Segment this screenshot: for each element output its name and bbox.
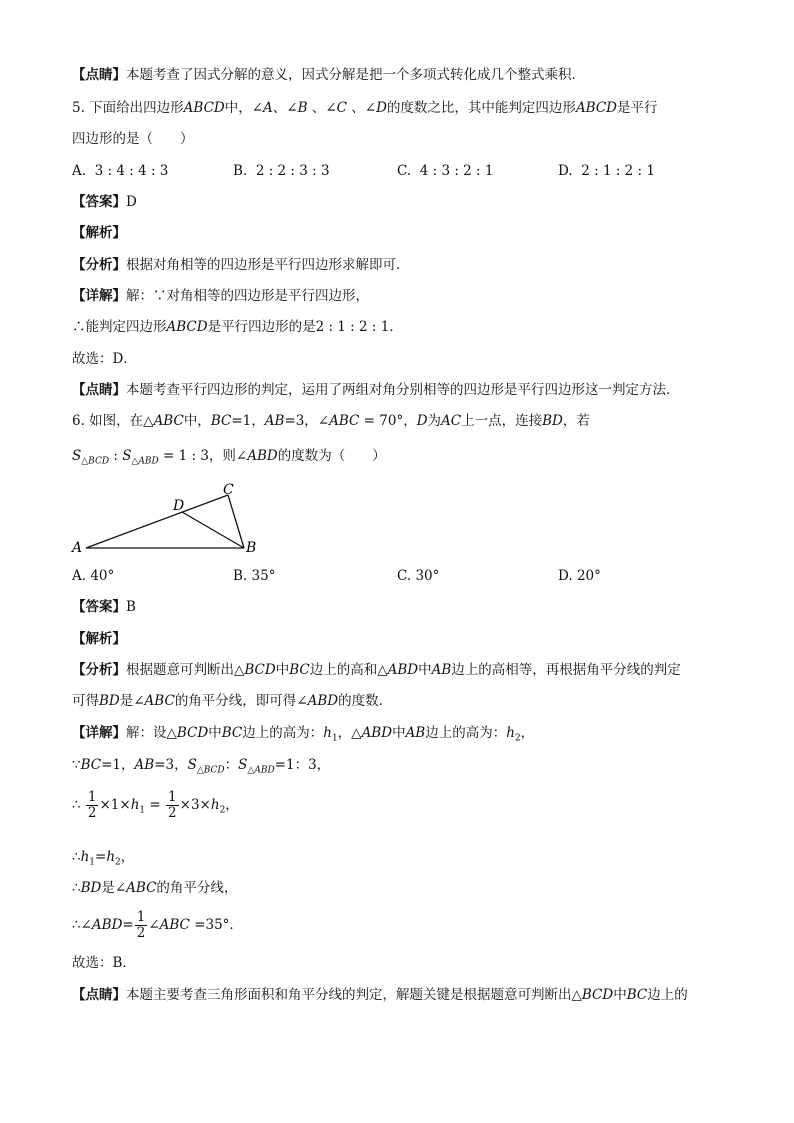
- ratio-colon: :: [109, 448, 123, 464]
- triangle-abd: ABD: [387, 662, 419, 678]
- q6-stem-text: =1，: [231, 413, 265, 429]
- q6-stem-text: 为: [427, 413, 442, 429]
- detail-text: 解：∵对角相等的四边形是平行四边形，: [126, 288, 369, 304]
- equation-text: ，: [225, 796, 239, 813]
- equation-text: ，: [120, 849, 135, 865]
- angle-abd: ∠ABD: [296, 693, 339, 709]
- q4-comment-line: [72, 66, 585, 84]
- equation-text: ×1×: [99, 796, 131, 813]
- option-label: A.: [72, 163, 87, 179]
- detail-text: 中: [208, 725, 222, 741]
- q6-stem-line1: [72, 412, 590, 430]
- triangle-abd: ABD: [361, 725, 393, 741]
- segment-bc: BC: [80, 757, 102, 773]
- q5-comment-line: [72, 381, 680, 399]
- quad-name: ABCD: [183, 100, 225, 116]
- bisector-text: 的角平分线，: [156, 880, 238, 896]
- analyze-text: 的度数．: [338, 693, 393, 709]
- fraction-half: [166, 790, 179, 821]
- q6-analyze-line2: [72, 692, 392, 710]
- analyze-text: 边上的高和△: [309, 662, 388, 678]
- q5-analyze-line: [72, 256, 410, 274]
- point-d: D: [416, 413, 428, 429]
- analyze-text: 根据对角相等的四边形是平行四边形求解即可．: [126, 257, 410, 273]
- analyze-tag: 【分析】: [72, 257, 126, 273]
- q6-analysis-tag: 【解析】: [72, 631, 126, 647]
- detail-text: 中: [392, 725, 406, 741]
- q5-analysis-tag: 【解析】: [72, 225, 126, 241]
- height-h2: h: [506, 725, 515, 741]
- segment-bd: BD: [99, 693, 120, 709]
- fraction-denominator: 2: [136, 924, 146, 941]
- option-value: 3 : 4 : 4 : 3: [94, 163, 169, 179]
- q6-choose-line: 故选：B．: [72, 955, 136, 971]
- option-value: 20°: [576, 568, 601, 584]
- option-value: 4 : 3 : 2 : 1: [419, 163, 494, 179]
- q5-stem-text: 的度数之比，其中能判定四边形: [386, 100, 576, 116]
- given-text: =1，: [101, 757, 135, 773]
- segment-bd: BD: [542, 413, 563, 429]
- triangle-bcd: BCD: [581, 987, 614, 1003]
- analyze-text: 可得: [72, 693, 99, 709]
- q5-stem-line1: [72, 99, 658, 117]
- analyze-text: 边上的高相等，再根据角平分线的判定: [451, 662, 681, 678]
- segment-ab: AB: [264, 413, 285, 429]
- q6-stem-text: 上一点，连接: [461, 413, 543, 429]
- triangle-name: ABC: [153, 413, 184, 429]
- given-text: =1：3，: [274, 757, 331, 773]
- area-symbol: S: [122, 448, 132, 464]
- q6-stem-text: ，: [403, 413, 417, 429]
- q6-bisector-line: [72, 879, 237, 897]
- q5-choose-line: 故选：D．: [72, 351, 137, 367]
- segment-bd: BD: [80, 880, 102, 896]
- q6-answer-line: [72, 598, 136, 616]
- therefore-symbol: ∴: [72, 916, 81, 933]
- q6-equation-line: [72, 790, 239, 821]
- analyze-tag: 【分析】: [72, 662, 126, 678]
- q5-option-b: [233, 162, 330, 180]
- option-value: 2 : 1 : 2 : 1: [581, 163, 655, 179]
- given-text: =3，: [154, 757, 188, 773]
- subscript: 1: [89, 857, 96, 868]
- label-d: D: [173, 498, 185, 514]
- conclude-ratio: 2 : 1 : 2 : 1．: [315, 319, 403, 335]
- area-subscript: △BCD: [81, 456, 110, 467]
- conclude-text: 是平行四边形的是: [207, 319, 316, 335]
- fraction-numerator: 1: [136, 909, 146, 925]
- detail-tag: 【详解】: [72, 725, 126, 741]
- angle-value: = 70°: [359, 413, 404, 429]
- therefore-symbol: ∴: [72, 796, 81, 813]
- q6-result-line: [72, 910, 243, 941]
- area-symbol: S: [238, 757, 248, 773]
- result-value: =35°．: [189, 916, 243, 933]
- q6-stem-line2: [72, 447, 386, 468]
- q6-stem-text: 中，: [183, 413, 211, 429]
- subscript: 1: [139, 805, 146, 816]
- area-subscript: △ABD: [131, 456, 159, 467]
- fraction-half: [86, 790, 99, 821]
- option-value: 40°: [90, 568, 115, 584]
- comment-tag: 【点睛】: [72, 67, 126, 83]
- detail-text: 边上的高为：: [425, 725, 507, 741]
- analyze-text: 中: [418, 662, 432, 678]
- q6-heights-equal-line: [72, 848, 134, 869]
- angle-a: ∠A: [251, 100, 273, 116]
- q5-answer-line: [72, 193, 137, 211]
- analyze-text: 是: [119, 693, 134, 709]
- detail-text: ，△: [337, 725, 362, 741]
- detail-tag: 【详解】: [72, 288, 126, 304]
- answer-tag: 【答案】: [72, 194, 126, 210]
- option-label: C.: [397, 163, 412, 179]
- separator: 、: [307, 100, 326, 116]
- angle-abd: ∠ABD: [235, 448, 278, 464]
- segment-bc: BC: [289, 662, 310, 678]
- q5-stem-text: 5. 下面给出四边形: [72, 100, 184, 116]
- comment-text: 本题考查了因式分解的意义，因式分解是把一个多项式转化成几个整式乘积．: [126, 67, 585, 83]
- segment-ac-line: [86, 495, 228, 548]
- equation-text: ×3×: [179, 796, 211, 813]
- height-h2: h: [210, 796, 220, 813]
- fraction-denominator: 2: [87, 804, 97, 821]
- q6-given-line: [72, 756, 330, 777]
- comment-text: 本题考查平行四边形的判定，运用了两组对角分别相等的四边形是平行四边形这一判定方法．: [126, 382, 680, 398]
- area-ratio: = 1 : 3: [158, 448, 209, 464]
- height-h2: h: [106, 849, 116, 865]
- bisector-text: 是: [101, 880, 115, 896]
- quad-name: ABCD: [166, 319, 208, 335]
- angle-abc: ∠ABC: [317, 413, 360, 429]
- segment-bc: BC: [626, 987, 648, 1003]
- fraction-numerator: 1: [87, 789, 97, 805]
- angle-abc: ∠ABC: [148, 916, 190, 933]
- angle-b: ∠B: [286, 100, 308, 116]
- therefore-symbol: ∴: [72, 880, 81, 896]
- q5-stem-text: 中，: [224, 100, 252, 116]
- q6-option-d: [558, 567, 601, 585]
- q5-stem-text: 是平行: [617, 100, 658, 116]
- q5-option-d: [558, 162, 655, 180]
- option-label: D.: [558, 568, 573, 584]
- segment-bc: BC: [221, 725, 243, 741]
- answer-value: B: [126, 599, 136, 615]
- q6-stem-text: ，若: [562, 413, 590, 429]
- triangle-bcd: BCD: [244, 662, 276, 678]
- angle-abc: ∠ABC: [133, 693, 175, 709]
- subscript: 2: [219, 805, 226, 816]
- quad-name: ABCD: [575, 100, 618, 116]
- q5-option-a: [72, 162, 168, 180]
- comment-tag: 【点睛】: [72, 987, 126, 1003]
- comment-tag: 【点睛】: [72, 382, 126, 398]
- angle-abc: ∠ABC: [114, 880, 157, 896]
- angle-d: ∠D: [364, 100, 387, 116]
- segment-ab: AB: [134, 757, 155, 773]
- equals-sign: =: [122, 916, 134, 933]
- segment-ab: AB: [405, 725, 426, 741]
- q6-stem-text: =3，: [284, 413, 318, 429]
- option-label: B.: [233, 568, 248, 584]
- height-h1: h: [323, 725, 332, 741]
- q5-option-c: [397, 162, 493, 180]
- segment-ac: AC: [441, 413, 462, 429]
- detail-text: ，: [520, 725, 535, 741]
- q6-stem-text: 的度数为（ ）: [277, 448, 386, 464]
- answer-tag: 【答案】: [72, 599, 126, 615]
- q5-stem-line2: 四边形的是（ ）: [72, 131, 194, 147]
- height-h1: h: [130, 796, 140, 813]
- option-label: A.: [72, 568, 87, 584]
- area-subscript: △ABD: [247, 765, 275, 776]
- detail-text: 边上的高为：: [242, 725, 324, 741]
- q6-detail-line: [72, 724, 534, 745]
- fraction-numerator: 1: [168, 789, 177, 805]
- conclude-text: ∴能判定四边形: [72, 319, 167, 335]
- q6-option-b: [233, 567, 275, 585]
- q6-option-c: [397, 567, 439, 585]
- option-value: 2 : 2 : 3 : 3: [255, 163, 330, 179]
- therefore-symbol: ∴: [72, 849, 81, 865]
- equals-sign: =: [95, 849, 107, 865]
- height-h1: h: [80, 849, 90, 865]
- comment-text: 边上的: [647, 987, 688, 1003]
- q6-comment-line: [72, 986, 688, 1004]
- answer-value: D: [126, 194, 137, 210]
- q6-stem-text: ，则: [208, 448, 236, 464]
- area-subscript: △BCD: [196, 765, 225, 776]
- subscript: 2: [514, 733, 521, 744]
- analyze-text: 中: [275, 662, 290, 678]
- fraction-denominator: 2: [168, 804, 177, 821]
- separator: 、: [347, 100, 365, 116]
- segment-ab: AB: [431, 662, 452, 678]
- triangle-bcd: BCD: [176, 725, 209, 741]
- angle-abd: ∠ABD: [80, 916, 123, 933]
- ratio-colon: ：: [224, 757, 239, 773]
- q6-option-a: [72, 567, 114, 585]
- option-value: 35°: [251, 568, 276, 584]
- triangle-figure: [68, 480, 268, 560]
- fraction-half: [135, 910, 148, 941]
- analyze-text: 的角平分线，即可得: [174, 693, 297, 709]
- segment-bc: BC: [210, 413, 232, 429]
- q6-stem-text: 6. 如图，在△: [72, 413, 154, 429]
- subscript: 1: [331, 733, 338, 744]
- detail-text: 解：设△: [126, 725, 177, 741]
- label-a: A: [72, 540, 83, 556]
- equals-sign: =: [145, 796, 166, 813]
- option-value: 30°: [415, 568, 440, 584]
- analyze-text: 根据题意可判断出△: [126, 662, 245, 678]
- option-label: C.: [397, 568, 412, 584]
- area-symbol: S: [72, 448, 82, 464]
- subscript: 2: [115, 857, 121, 868]
- option-label: B.: [233, 163, 248, 179]
- comment-text: 中: [613, 987, 627, 1003]
- label-c: C: [223, 482, 234, 498]
- label-b: B: [246, 540, 257, 556]
- comment-text: 本题主要考查三角形面积和角平分线的判定，解题关键是根据题意可判断出△: [126, 987, 582, 1003]
- q6-analyze-line1: [72, 661, 681, 679]
- separator: 、: [272, 100, 287, 116]
- option-label: D.: [558, 163, 573, 179]
- angle-c: ∠C: [325, 100, 347, 116]
- area-symbol: S: [187, 757, 197, 773]
- because-symbol: ∵: [72, 757, 81, 773]
- q5-conclude-line: [72, 318, 403, 336]
- q5-detail-line: [72, 287, 369, 305]
